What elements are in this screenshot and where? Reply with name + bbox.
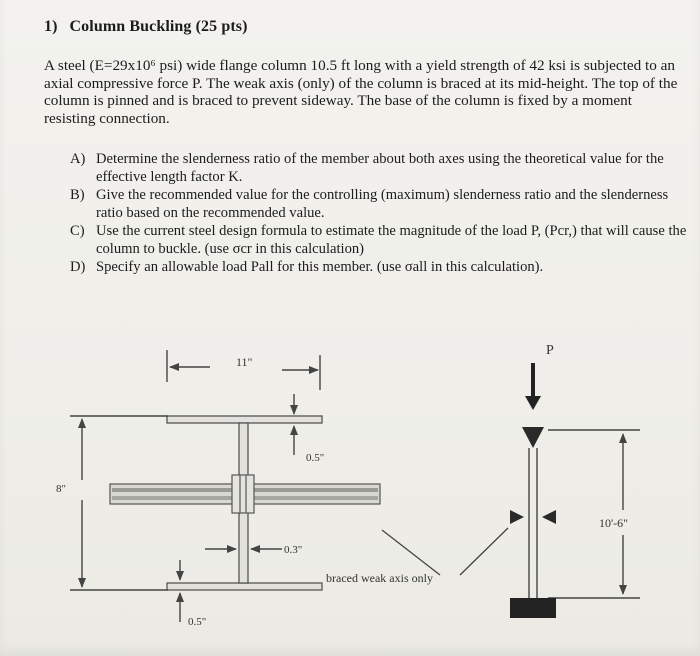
problem-title xyxy=(44,18,248,36)
depth-label: 8" xyxy=(56,483,66,495)
bracing-leader-lines xyxy=(382,528,508,575)
part-b xyxy=(70,186,690,222)
fixed-base xyxy=(510,598,556,618)
flange-width-label: 11" xyxy=(236,355,253,369)
problem-intro: A steel (E=29x10⁶ psi) wide flange column 10.5 ft long with a yield strength of 42 ksi is subjected to an axial compressive force P. The weak axis (only) of the column is braced at its mid-height. The top of the column is pinned and is braced to prevent sideway. The base of the column is fixed by a moment resisting connection. xyxy=(44,57,678,127)
part-b-label: B) xyxy=(70,187,85,203)
problem-title-text: Column Buckling (25 pts) xyxy=(69,18,248,35)
length-label: 10'-6" xyxy=(599,516,629,530)
part-b-text: Give the recommended value for the controlling (maximum) slenderness ratio and the slenderness ratio based on the recommended value. xyxy=(96,187,669,221)
load-arrow xyxy=(525,363,541,410)
load-label: P xyxy=(546,343,554,358)
mid-height-brace xyxy=(510,510,556,524)
part-c-label: C) xyxy=(70,223,85,239)
problem-parts xyxy=(70,150,690,276)
part-d xyxy=(70,258,690,276)
bottom-flange-thickness-label: 0.5" xyxy=(188,616,207,628)
problem-number: 1) xyxy=(44,18,58,35)
part-d-text: Specify an allowable load Pall for this member. (use σall in this calculation). xyxy=(96,259,544,275)
part-d-label: D) xyxy=(70,259,86,275)
part-c xyxy=(70,222,690,258)
web-thickness-label: 0.3" xyxy=(284,544,303,556)
weak-axis-section xyxy=(110,475,380,513)
part-a xyxy=(70,150,690,186)
part-a-text: Determine the slenderness ratio of the member about both axes using the theoretical value for the effective length factor K. xyxy=(96,151,664,185)
top-flange-thickness-label: 0.5" xyxy=(306,452,325,464)
column-diagram xyxy=(0,330,700,656)
pin-support-top xyxy=(522,427,544,448)
bracing-note: braced weak axis only xyxy=(326,571,433,585)
part-c-text: Use the current steel design formula to estimate the magnitude of the load P, (Pcr,) that will cause the column to buckle. (use σcr in this calculation) xyxy=(96,223,687,257)
part-a-label: A) xyxy=(70,151,86,167)
